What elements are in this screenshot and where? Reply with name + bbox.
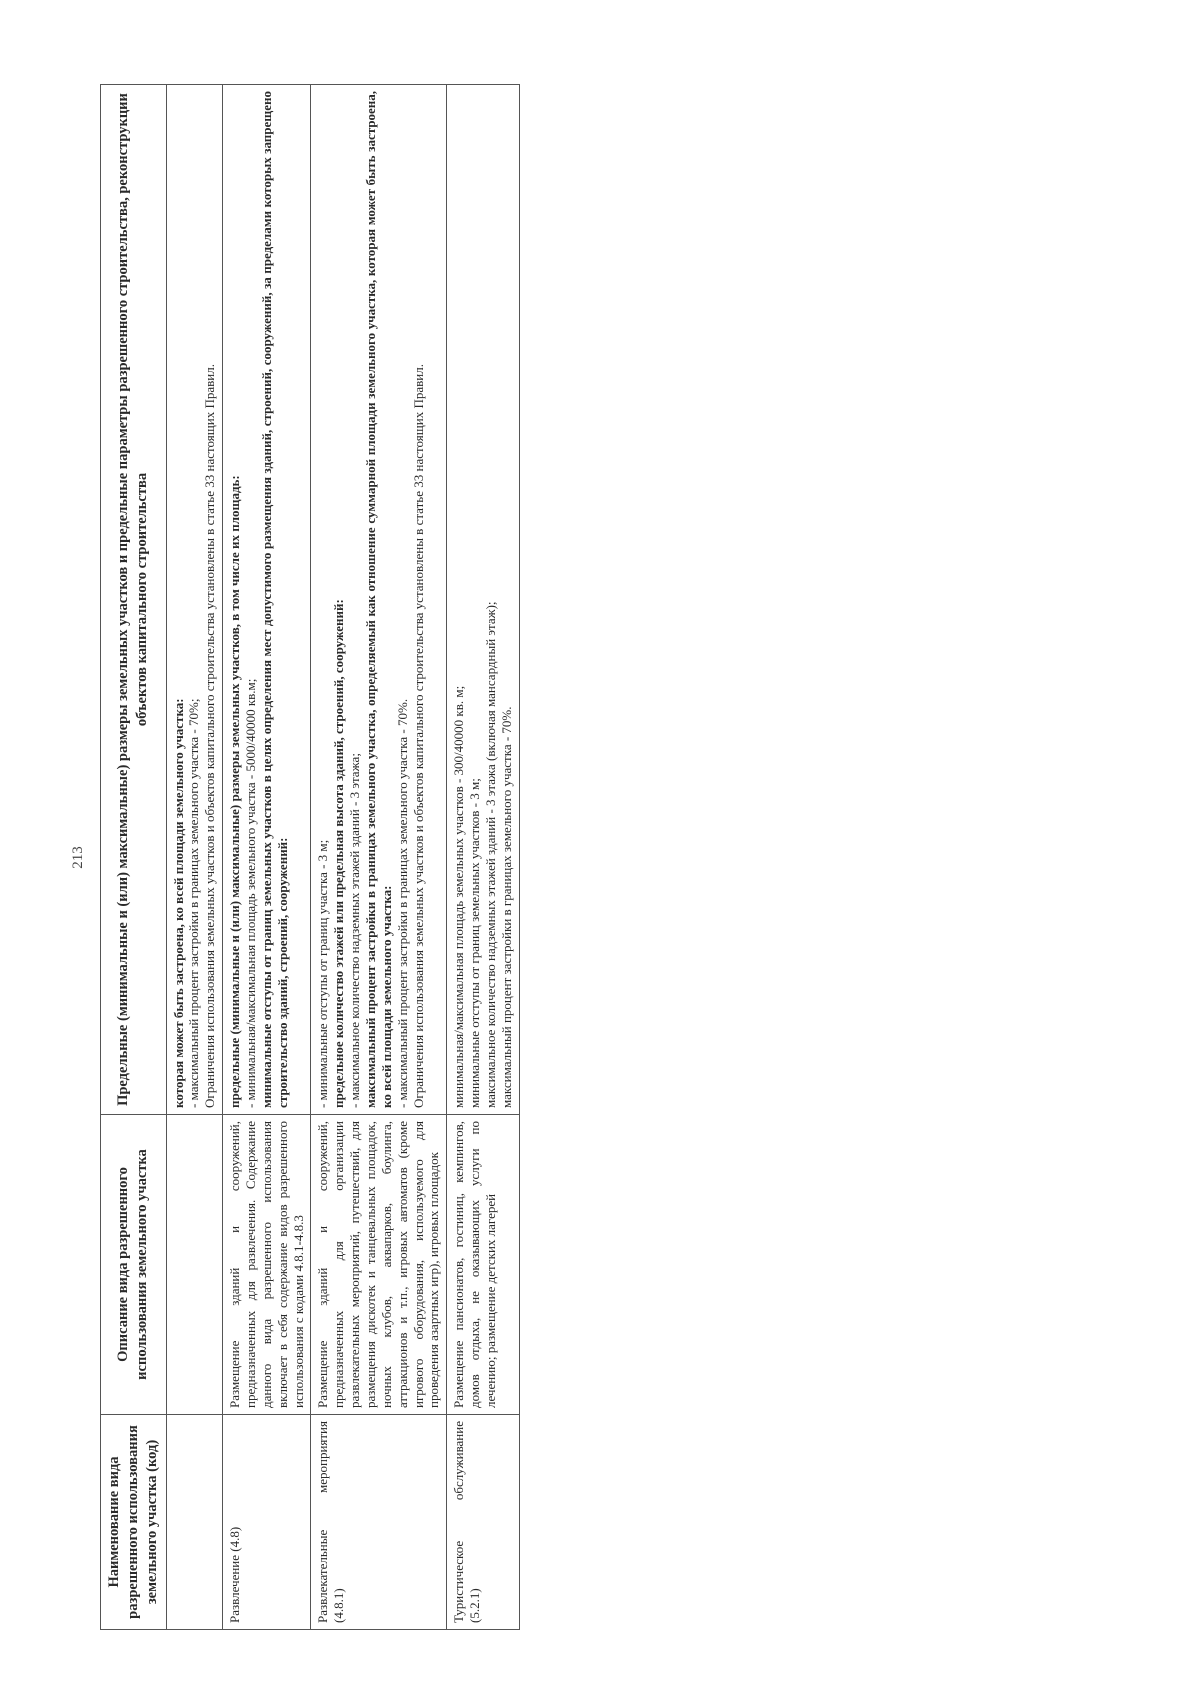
param-line: Ограничения использования земельных участков и объектов капитального строительства установлены в статье 33 настоящих Правил. [202,364,218,1108]
param-line: - максимальный процент застройки в границах земельного участка - 70%; [186,698,202,1108]
header-description: Описание вида разрешенного использования земельного участка [101,1115,167,1415]
table-row [447,85,519,1630]
cell-params [166,85,223,1115]
param-line: - минимальные отступы от границ участка - 3 м; [315,839,331,1108]
cell-use-name [166,1415,223,1630]
rotated-content [70,85,920,1630]
cell-use-name: Развлекательные мероприятия (4.8.1) [311,1415,447,1630]
param-line: минимальные отступы от границ земельных участков - 3 м; [467,778,483,1108]
page-number: 213 [70,846,86,869]
table-row [166,85,223,1630]
header-name: Наименование вида разрешенного использования земельного участка (код) [101,1415,167,1630]
table-body [166,85,519,1630]
cell-use-description: Размещение зданий и сооружений, предназначенных для организации развлекательных мероприятий, путешествий, для размещения дискотек и танцевальных площадок, ночных клубов, аквапарков, боулинга, аттракционов и т.п., игровых автоматов (кроме игрового оборудования, используемого для проведения азартных игр), игровых площадок [311,1115,447,1415]
param-line: - минимальная/максимальная площадь земельного участка - 5000/40000 кв.м; [242,678,258,1108]
param-line: минимальные отступы от границ земельных участков в целях определения мест допустимого размещения зданий, строений, сооружений, за пределами которых запрещено строительство зданий, строений, сооружений: [258,91,290,1108]
cell-use-description: Размещение пансионатов, гостиниц, кемпингов, домов отдыха, не оказывающих услуги по лечению; размещение детских лагерей [447,1115,519,1415]
zoning-table [100,84,520,1630]
param-line: Ограничения использования земельных участков и объектов капитального строительства установлены в статье 33 настоящих Правил. [410,364,426,1108]
table-row [223,85,311,1630]
cell-use-name: Туристическое обслуживание (5.2.1) [447,1415,519,1630]
cell-params [223,85,311,1115]
param-line: максимальный процент застройки в границах земельного участка - 70%. [498,706,514,1108]
cell-params [311,85,447,1115]
header-params: Предельные (минимальные и (или) максимальные) размеры земельных участков и предельные параметры разрешенного строительства, реконструкции объектов капитального строительства [101,85,167,1115]
table-header-row [101,85,167,1630]
cell-use-description [166,1115,223,1415]
param-line: максимальное количество надземных этажей зданий - 3 этажа (включая мансардный этаж); [483,601,498,1108]
param-line: - максимальное количество надземных этажей зданий - 3 этажа; [347,753,363,1108]
param-line: предельные (минимальные и (или) максимальные) размеры земельных участков, в том числе их площадь: [227,475,243,1108]
cell-use-description: Размещение зданий и сооружений, предназначенных для развлечения. Содержание данного вида разрешенного использования включает в себя содержание видов разрешенного использования с кодами 4.8.1-4.8.3 [223,1115,311,1415]
table-row [311,85,447,1630]
param-line: минимальная/максимальная площадь земельных участков - 300/40000 кв. м; [451,685,467,1108]
param-line: максимальный процент застройки в границах земельного участка, определяемый как отношение суммарной площади земельного участка, которая может быть застроена, ко всей площади земельного участка: [362,91,394,1108]
param-line: - максимальный процент застройки в границах земельного участка - 70%. [394,698,410,1108]
param-line: предельное количество этажей или предельная высота зданий, строений, сооружений: [331,599,347,1108]
cell-params [447,85,519,1115]
cell-use-name: Развлечение (4.8) [223,1415,311,1630]
param-line: которая может быть застроена, ко всей площади земельного участка: [170,698,186,1108]
